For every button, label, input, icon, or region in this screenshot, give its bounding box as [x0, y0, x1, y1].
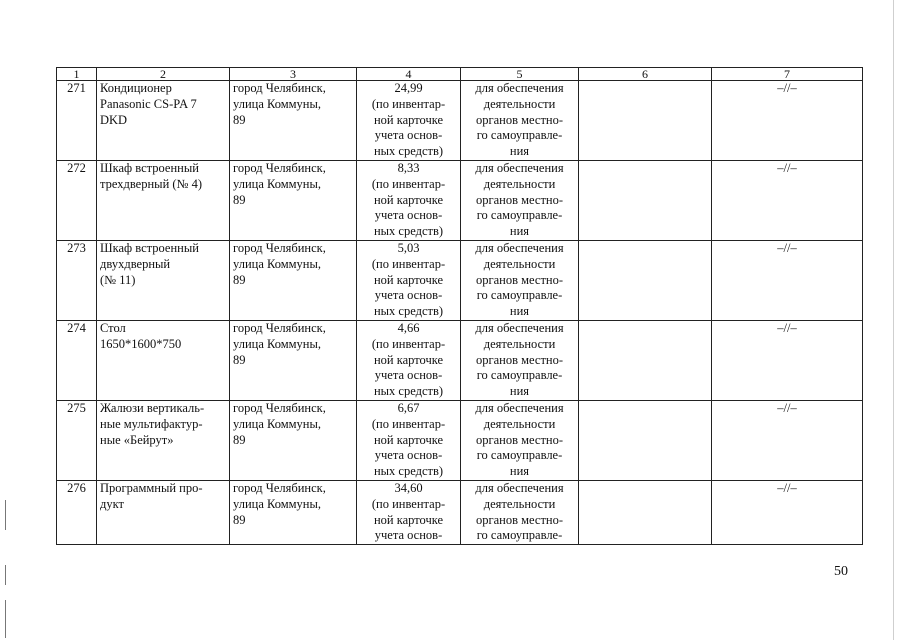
table-row [57, 481, 863, 545]
purpose-line: для обеспечения [475, 321, 564, 335]
purpose-cell [461, 81, 579, 161]
cost-cell [357, 161, 461, 241]
table-row [57, 401, 863, 481]
column-7-cell: –//– [712, 81, 863, 161]
cost-line: ных средств) [373, 384, 444, 399]
purpose-line: органов местно- [475, 432, 564, 447]
address-cell [230, 161, 357, 241]
cost-line: (по инвентар- [371, 416, 446, 431]
purpose-line: органов местно- [475, 352, 564, 367]
column-6-cell [579, 321, 712, 401]
column-7-cell: –//– [712, 161, 863, 241]
cost-line: (по инвентар- [371, 336, 446, 351]
cost-line: 4,66 [397, 321, 420, 335]
cost-line: ной карточке [373, 432, 444, 447]
item-name-cell [97, 161, 230, 241]
address-line: 89 [233, 352, 246, 367]
address-line: улица Коммуны, [233, 416, 322, 431]
item-name-line: (№ 11) [100, 272, 136, 287]
address-line: город Челябинск, [233, 161, 326, 175]
page-number: 50 [834, 564, 848, 579]
cost-line: ной карточке [373, 112, 444, 127]
address-line: 89 [233, 432, 246, 447]
purpose-cell [461, 321, 579, 401]
row-number-cell: 276 [57, 481, 97, 545]
address-line: улица Коммуны, [233, 256, 322, 271]
header-cell: 1 [57, 68, 97, 81]
cost-line: учета основ- [374, 208, 443, 223]
purpose-line: го самоуправле- [476, 208, 563, 223]
item-name-cell [97, 241, 230, 321]
address-line: улица Коммуны, [233, 336, 322, 351]
column-7-cell: –//– [712, 401, 863, 481]
address-line: 89 [233, 272, 246, 287]
address-cell [230, 401, 357, 481]
address-line: город Челябинск, [233, 241, 326, 255]
item-name-line: ные «Бейрут» [100, 432, 174, 447]
row-number-cell: 275 [57, 401, 97, 481]
cost-line: 5,03 [397, 241, 420, 255]
cost-cell [357, 81, 461, 161]
purpose-cell [461, 481, 579, 545]
purpose-line: деятельности [483, 416, 556, 431]
column-6-cell [579, 241, 712, 321]
cost-line: 34,60 [394, 481, 423, 495]
table-row [57, 81, 863, 161]
address-cell [230, 481, 357, 545]
item-name-cell [97, 401, 230, 481]
column-7-cell: –//– [712, 241, 863, 321]
purpose-line: го самоуправле- [476, 448, 563, 463]
cost-line: учета основ- [374, 448, 443, 463]
cost-line: ной карточке [373, 512, 444, 527]
purpose-line: деятельности [483, 336, 556, 351]
item-name-line: Жалюзи вертикаль- [100, 401, 205, 415]
cost-line: учета основ- [374, 128, 443, 143]
purpose-line: го самоуправле- [476, 288, 563, 303]
address-line: 89 [233, 192, 246, 207]
header-cell: 4 [357, 68, 461, 81]
purpose-cell [461, 161, 579, 241]
item-name-line: Шкаф встроенный [100, 241, 199, 255]
cost-line: учета основ- [374, 528, 443, 543]
header-cell: 3 [230, 68, 357, 81]
row-number-cell: 273 [57, 241, 97, 321]
item-name-line: ные мультифактур- [100, 416, 203, 431]
cost-line: ной карточке [373, 272, 444, 287]
item-name-line: Кондиционер [100, 81, 172, 95]
cost-line: 24,99 [394, 81, 423, 95]
item-name-line: Программный про- [100, 481, 203, 495]
property-table [56, 67, 863, 545]
cost-line: ных средств) [373, 464, 444, 479]
scan-page-edge [893, 0, 894, 640]
row-number-cell: 274 [57, 321, 97, 401]
header-cell: 7 [712, 68, 863, 81]
purpose-line: ния [509, 144, 530, 159]
table-row [57, 321, 863, 401]
column-6-cell [579, 401, 712, 481]
item-name-cell [97, 321, 230, 401]
cost-cell [357, 321, 461, 401]
table-row [57, 241, 863, 321]
cost-line: ной карточке [373, 192, 444, 207]
item-name-line: Стол [100, 321, 126, 335]
purpose-line: го самоуправле- [476, 128, 563, 143]
cost-line: ных средств) [373, 304, 444, 319]
cost-line: (по инвентар- [371, 256, 446, 271]
cost-cell [357, 241, 461, 321]
purpose-line: деятельности [483, 176, 556, 191]
purpose-line: органов местно- [475, 192, 564, 207]
purpose-cell [461, 241, 579, 321]
purpose-line: органов местно- [475, 112, 564, 127]
item-name-line: дукт [100, 496, 124, 511]
purpose-line: для обеспечения [475, 241, 564, 255]
column-6-cell [579, 81, 712, 161]
scan-margin-mark [5, 500, 6, 530]
address-cell [230, 81, 357, 161]
column-6-cell [579, 481, 712, 545]
address-line: город Челябинск, [233, 321, 326, 335]
item-name-line: Шкаф встроенный [100, 161, 199, 175]
column-7-cell: –//– [712, 321, 863, 401]
header-cell: 2 [97, 68, 230, 81]
cost-line: 6,67 [397, 401, 420, 415]
cost-line: ных средств) [373, 224, 444, 239]
address-line: город Челябинск, [233, 481, 326, 495]
purpose-line: органов местно- [475, 512, 564, 527]
address-cell [230, 321, 357, 401]
purpose-line: деятельности [483, 256, 556, 271]
column-7-cell: –//– [712, 481, 863, 545]
address-line: улица Коммуны, [233, 96, 322, 111]
purpose-line: ния [509, 464, 530, 479]
item-name-line: Panasonic CS-PA 7 [100, 96, 197, 111]
header-cell: 5 [461, 68, 579, 81]
scan-margin-mark [5, 565, 6, 585]
purpose-line: деятельности [483, 496, 556, 511]
row-number-cell: 272 [57, 161, 97, 241]
address-line: улица Коммуны, [233, 496, 322, 511]
purpose-line: ния [509, 384, 530, 399]
item-name-cell [97, 481, 230, 545]
cost-line: (по инвентар- [371, 496, 446, 511]
purpose-line: деятельности [483, 96, 556, 111]
purpose-line: органов местно- [475, 272, 564, 287]
cost-line: ных средств) [373, 144, 444, 159]
address-line: улица Коммуны, [233, 176, 322, 191]
purpose-line: ния [509, 224, 530, 239]
item-name-line: трехдверный (№ 4) [100, 176, 203, 191]
item-name-line: 1650*1600*750 [100, 336, 182, 351]
cost-cell [357, 401, 461, 481]
cost-line: 8,33 [397, 161, 420, 175]
item-name-line: DKD [100, 112, 128, 127]
address-line: город Челябинск, [233, 81, 326, 95]
purpose-line: для обеспечения [475, 161, 564, 175]
purpose-line: для обеспечения [475, 401, 564, 415]
cost-line: (по инвентар- [371, 96, 446, 111]
table-row [57, 161, 863, 241]
cost-cell [357, 481, 461, 545]
purpose-cell [461, 401, 579, 481]
scan-margin-mark [5, 600, 6, 638]
item-name-cell [97, 81, 230, 161]
header-cell: 6 [579, 68, 712, 81]
purpose-line: го самоуправле- [476, 368, 563, 383]
address-line: 89 [233, 112, 246, 127]
purpose-line: для обеспечения [475, 481, 564, 495]
address-line: 89 [233, 512, 246, 527]
cost-line: ной карточке [373, 352, 444, 367]
cost-line: учета основ- [374, 288, 443, 303]
cost-line: учета основ- [374, 368, 443, 383]
address-line: город Челябинск, [233, 401, 326, 415]
cost-line: (по инвентар- [371, 176, 446, 191]
purpose-line: для обеспечения [475, 81, 564, 95]
address-cell [230, 241, 357, 321]
table-header-row [57, 68, 863, 81]
item-name-line: двухдверный [100, 256, 171, 271]
purpose-line: го самоуправле- [476, 528, 563, 543]
purpose-line: ния [509, 304, 530, 319]
column-6-cell [579, 161, 712, 241]
row-number-cell: 271 [57, 81, 97, 161]
